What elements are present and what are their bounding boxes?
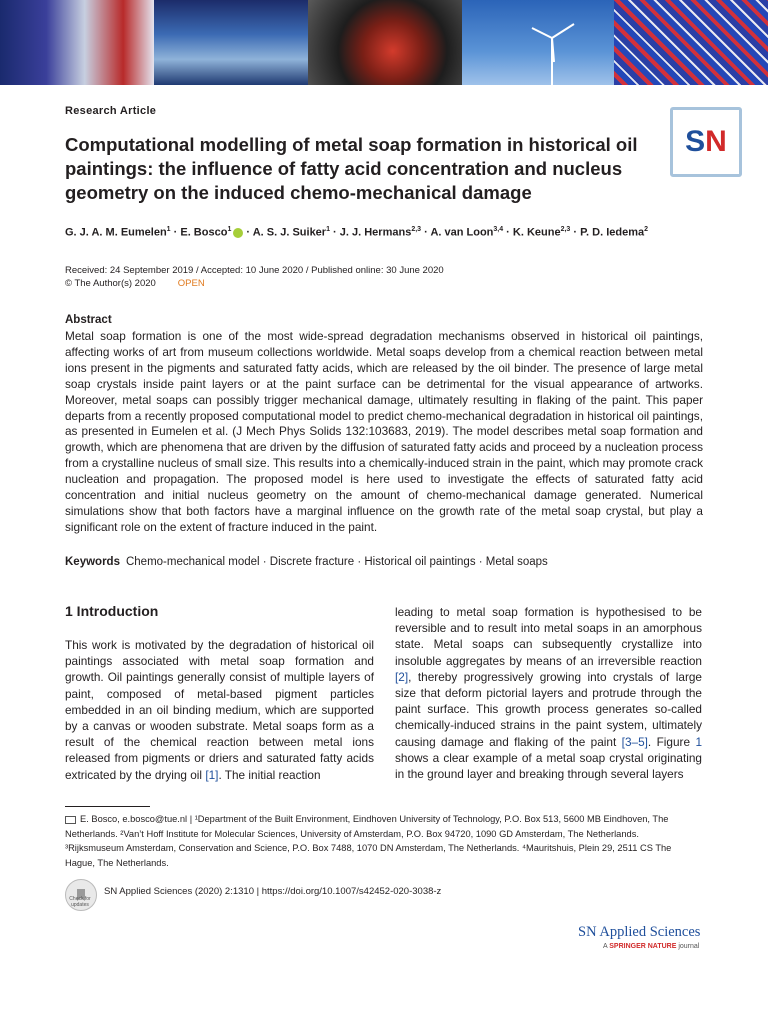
publication-dates: Received: 24 September 2019 / Accepted: 10 June 2020 / Published online: 30 June 2020 — [65, 265, 444, 276]
wind-turbine-icon — [522, 10, 582, 85]
citation-link[interactable]: [3–5] — [621, 734, 648, 749]
body-text: shows a clear example of a metal soap crystal originating in the ground layer and breaking through several layers — [395, 750, 702, 782]
body-text: . The initial reaction — [218, 767, 321, 782]
check-for-updates-label: Check for updates — [69, 896, 91, 908]
body-column-left — [65, 637, 374, 783]
banner-image-machinery — [308, 0, 462, 85]
author-separator: · — [421, 226, 431, 239]
abstract-heading: Abstract — [65, 314, 112, 326]
author-affiliation: 1 — [227, 226, 232, 233]
author-affiliation: 1 — [326, 226, 330, 233]
author-affiliation: 2,3 — [411, 226, 422, 233]
author-separator: · — [243, 226, 253, 239]
author-name[interactable]: E. Bosco — [180, 226, 228, 239]
abstract-text: Metal soap formation is one of the most wide-spread degradation mechanisms observed in historical oil paintings, affecting works of art from museum collections worldwide. Metal soaps develop from a chemical reaction between metal ions present in the pigments and saturated fatty acids, which are released by the oil binder. The presence of large metal soap crystals inside paint layers or at the paint surface can be detrimental for the visual appearance of artworks. Moreover, metal soaps can possibly trigger mechanical damage, ultimately resulting in flaking of the paint. This paper departs from a recently proposed computational model to predict chemo-mechanical degradation in historical oil paintings, as presented in Eumelen et al. (J Mech Phys Solids 132:103683, 2019). The model describes metal soap formation and growth, which are phenomena that are driven by the diffusion of saturated fatty acids and proceed by a nucleation process from a crystalline nucleus of small size. This results into a chemically-induced strain in the paint, which may promote crack nucleation and propagation. The proposed model is here used to investigate the effects of saturated fatty acid concentration and initial nucleus geometry on the amount of chemo-mechanical damage generated. Numerical simulations show that both factors have a marginal influence on the growth rate of the metal soap crystal, but play a significant role on the extent of fracture induced in the paint. — [65, 329, 703, 534]
mail-icon — [65, 816, 76, 824]
copyright-text: © The Author(s) 2020 — [65, 278, 156, 289]
corresponding-email[interactable]: E. Bosco, e.bosco@tue.nl — [80, 814, 188, 824]
author-name[interactable]: A. van Loon — [430, 226, 494, 239]
article-type: Research Article — [65, 105, 157, 117]
banner-image-molecules — [614, 0, 768, 85]
body-text: , thereby progressively growing into crystals of large size that deform pictorial layers and protrude through the paint surface. This growth process generates so-called chemically-induced strains in the paint system, ultimately causing damage and flaking of the paint — [395, 669, 702, 749]
keywords-label: Keywords — [65, 556, 120, 568]
body-text: leading to metal soap formation is hypothesised to be reversible and to result into metal soaps in an amorphous state. Metal soaps can subsequently crystallize into insoluble aggregates by means of an irreversible reaction — [395, 605, 702, 668]
body-text: . Figure — [647, 734, 696, 749]
sn-logo-n: N — [705, 125, 727, 158]
author-name[interactable]: G. J. A. M. Eumelen — [65, 226, 167, 239]
author-separator: · — [570, 226, 581, 239]
citation-link[interactable]: [1] — [205, 767, 219, 782]
banner-image-materials — [154, 0, 308, 85]
journal-name: SN Applied Sciences — [578, 924, 701, 940]
header-banner — [0, 0, 768, 85]
author-affiliation: 2 — [644, 226, 649, 233]
banner-image-painting — [0, 0, 154, 85]
author-separator: · — [330, 226, 340, 239]
keywords — [65, 556, 548, 568]
publisher-line — [603, 943, 699, 950]
citation-link[interactable]: [2] — [395, 669, 409, 684]
publisher-suffix: journal — [676, 943, 700, 950]
author-affiliation: 1 — [166, 226, 171, 233]
keywords-text: Chemo-mechanical model · Discrete fracture · Historical oil paintings · Metal soaps — [125, 556, 548, 568]
section-heading: 1 Introduction — [65, 603, 159, 619]
sn-logo-text: S — [685, 125, 706, 158]
author-affiliation: 2,3 — [560, 226, 571, 233]
citation-line[interactable]: SN Applied Sciences (2020) 2:1310 | https://doi.org/10.1007/s42452-020-3038-z — [104, 886, 442, 897]
author-affiliation: 3,4 — [493, 226, 504, 233]
affiliations-text: | ¹Department of the Built Environment, Eindhoven University of Technology, P.O. Box 513, 5600 MB Eindhoven, The Netherlands. ²Van’t Hoff Institute for Molecular Sciences, University of Amsterdam, P.O. Box 94720, 1090 GD Amsterdam, The Netherlands. ³Rijksmuseum Amsterdam, Conservation and Science, P.O. Box 7488, 1070 DN Amsterdam, The Netherlands. ⁴Mauritshuis, Plein 29, 2511 CS The Hague, The Netherlands. — [65, 814, 672, 868]
body-text: This work is motivated by the degradation of historical oil paintings associated with metal soap formation and growth. Oil paintings generally consist of multiple layers of paint, composed of metal-based pigment particles embedded in an oil binding medium, which are supported by a canvas or wooden substrate. Metal soaps form as a result of the chemical reaction between metal ions released from pigments or driers and saturated fatty acids extricated by the drying oil — [65, 638, 374, 782]
author-separator: · — [170, 226, 181, 239]
article-title: Computational modelling of metal soap formation in historical oil paintings: the influence of fatty acid concentration and nucleus geometry on the induced chemo-mechanical damage — [65, 134, 638, 203]
footnote-divider — [65, 806, 150, 807]
author-name[interactable]: K. Keune — [512, 226, 561, 239]
publisher-prefix: A — [603, 943, 610, 950]
figure-link[interactable]: 1 — [695, 734, 702, 749]
affiliations-footnote — [65, 812, 675, 870]
orcid-icon[interactable] — [233, 228, 243, 238]
author-name[interactable]: J. J. Hermans — [339, 226, 412, 239]
author-name[interactable]: P. D. Iedema — [580, 226, 645, 239]
author-list — [65, 226, 715, 239]
banner-image-wind-turbine — [462, 0, 614, 85]
copyright-line — [65, 278, 205, 289]
publisher-name: SPRINGER NATURE — [609, 943, 677, 950]
author-name[interactable]: A. S. J. Suiker — [252, 226, 327, 239]
author-separator: · — [503, 226, 513, 239]
body-column-right — [395, 604, 702, 782]
sn-logo — [670, 107, 742, 177]
open-access-badge[interactable]: OPEN — [177, 278, 205, 289]
